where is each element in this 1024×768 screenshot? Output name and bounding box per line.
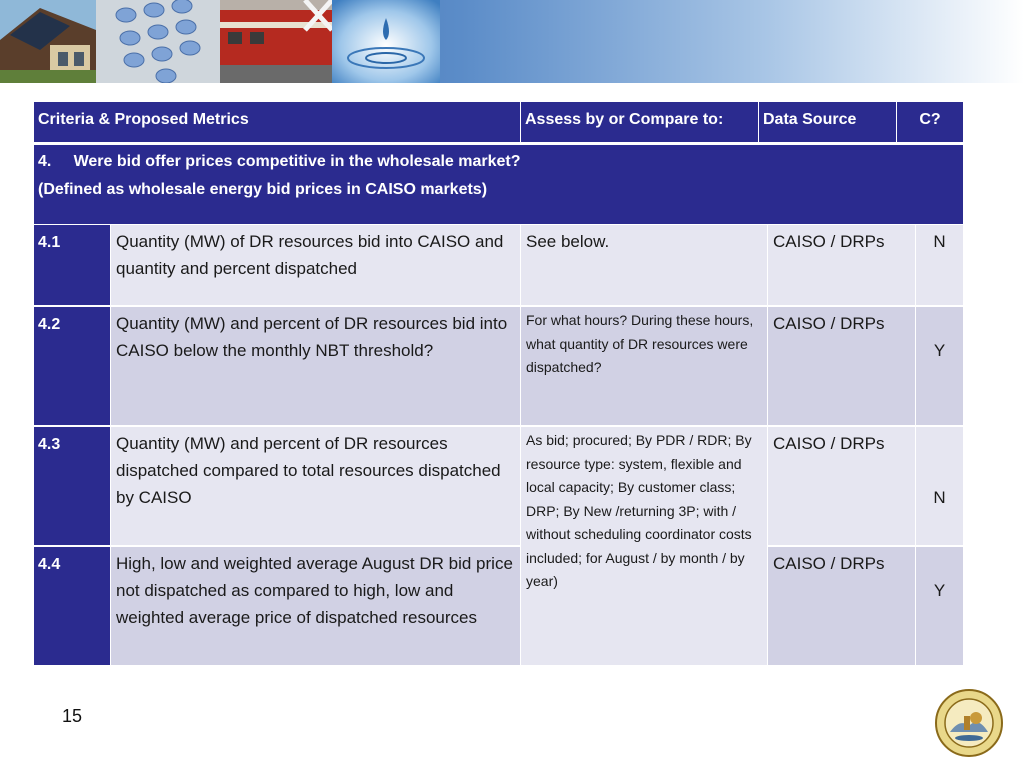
row-criteria: Quantity (MW) of DR resources bid into CAISO and quantity and percent dispatched xyxy=(111,225,520,305)
row-id: 4.1 xyxy=(34,225,110,305)
row-c: N xyxy=(916,225,963,305)
header-assess: Assess by or Compare to: xyxy=(521,102,758,142)
section-title: 4. Were bid offer prices competitive in the wholesale market? xyxy=(38,153,521,170)
row-criteria: High, low and weighted average August DR bid price not dispatched as compared to high, low and weighted average price of dispatched resources xyxy=(111,547,520,665)
row-c: N xyxy=(916,427,963,545)
row-c: Y xyxy=(916,547,963,665)
section-4-title xyxy=(34,145,963,224)
row-id: 4.4 xyxy=(34,547,110,665)
merged-assess-cell: As bid; procured; By PDR / RDR; By resource type: system, flexible and local capacity; By customer class; DRP; By New /returning 3P; with / without scheduling coordinator costs included; for August / by month / by year) xyxy=(521,427,767,665)
row-source: CAISO / DRPs xyxy=(768,307,915,425)
row-id: 4.2 xyxy=(34,307,110,425)
header-criteria: Criteria & Proposed Metrics xyxy=(34,102,520,142)
header-data-source: Data Source xyxy=(759,102,896,142)
row-assess: For what hours? During these hours, what quantity of DR resources were dispatched? xyxy=(521,307,767,425)
row-criteria: Quantity (MW) and percent of DR resources dispatched compared to total resources dispatched by CAISO xyxy=(111,427,520,545)
row-assess: See below. xyxy=(521,225,767,305)
state-seal-logo xyxy=(924,688,1014,758)
row-c: Y xyxy=(916,307,963,425)
row-id: 4.3 xyxy=(34,427,110,545)
row-criteria: Quantity (MW) and percent of DR resources bid into CAISO below the monthly NBT threshold? xyxy=(111,307,520,425)
train-crossing-photo xyxy=(220,0,332,83)
phone-keypad-photo xyxy=(96,0,220,83)
water-drop-photo xyxy=(332,0,440,83)
row-source: CAISO / DRPs xyxy=(768,547,915,665)
header-c: C? xyxy=(897,102,963,142)
section-subtitle: (Defined as wholesale energy bid prices in CAISO markets) xyxy=(38,181,488,198)
row-source: CAISO / DRPs xyxy=(768,427,915,545)
row-source: CAISO / DRPs xyxy=(768,225,915,305)
solar-house-photo xyxy=(0,0,96,83)
header-banner xyxy=(0,0,1024,83)
page-number: 15 xyxy=(62,706,83,726)
